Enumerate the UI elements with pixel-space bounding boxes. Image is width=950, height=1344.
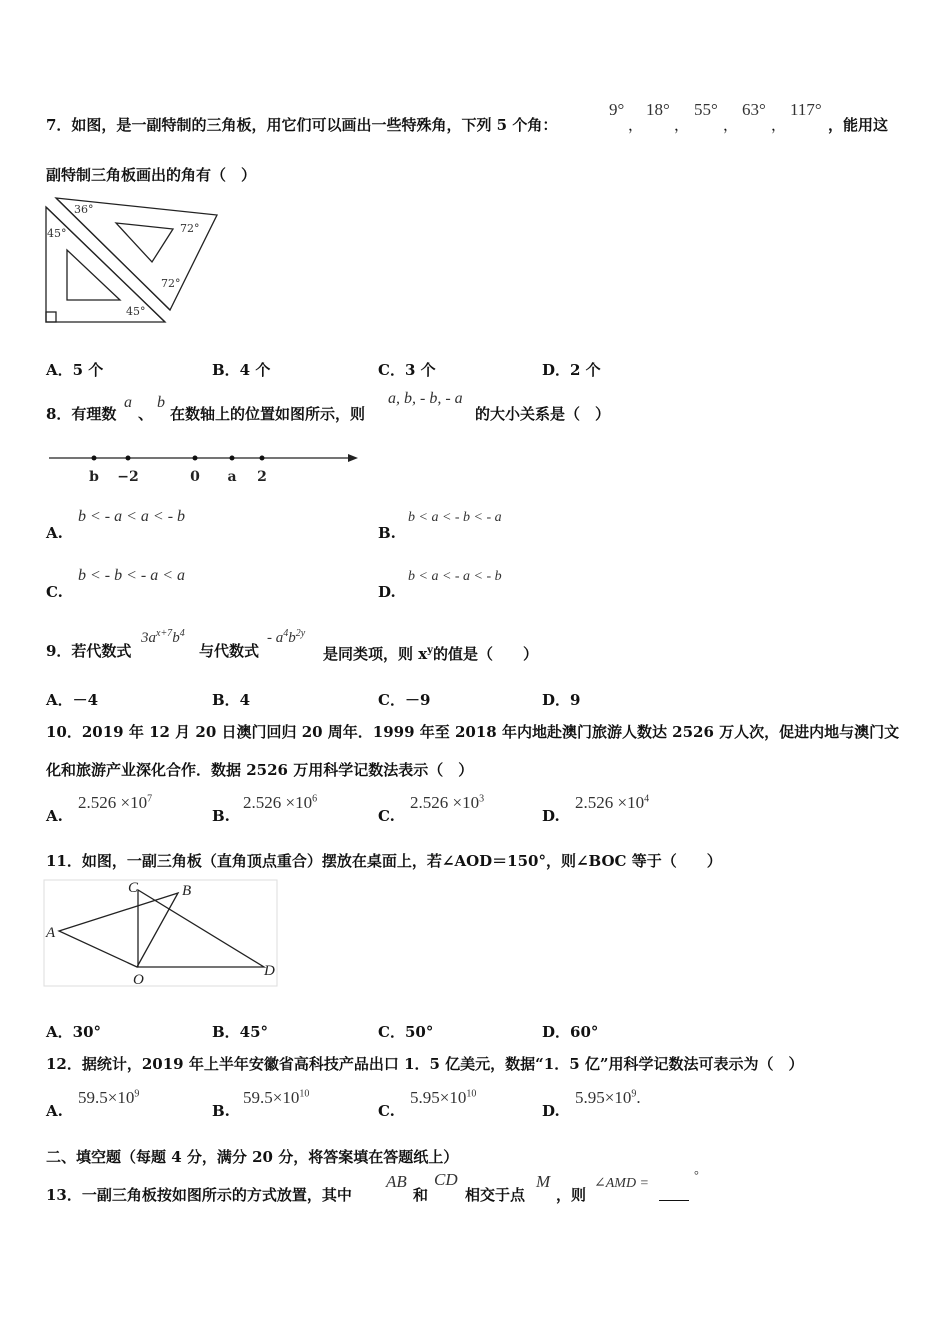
q13-expr: ∠AMD = [594,1176,650,1191]
q8-option-b-expr: b < a < - b < - a [408,510,502,525]
q12-option-c-label[interactable]: C. [378,1102,395,1120]
q8-axis-label: 0 [190,469,200,485]
q8-option-d-label[interactable]: D. [378,583,396,601]
q7-comma: ， [628,116,644,134]
q12-text: 12．据统计，2019 年上半年安徽省高科技产品出口 1．5 亿美元，数据“1．5 亿”用科学记数法可表示为（ ） [46,1055,804,1073]
q7-angle-55: 55° [694,100,718,119]
q7-text-a: 7．如图，是一副特制的三角板，用它们可以画出一些特殊角，下列 5 个角： [46,116,558,134]
q8-sep: 、 [138,405,154,423]
q9-text-c: 是同类项，则 $x^y$的值是（ ） [323,645,538,663]
q8-var-a: a [124,394,132,411]
q12-option-a-label[interactable]: A. [46,1102,63,1120]
q13-m: M [536,1172,551,1191]
q8-option-c-label[interactable]: C. [46,583,63,601]
q7-fig-label: 36° [74,203,94,216]
q13-ab: AB [386,1172,407,1191]
q9-option-a[interactable]: A．－4 [46,691,99,709]
q8-text-c: 的大小关系是（ ） [475,405,611,423]
q11-option-d[interactable]: D．60° [542,1023,599,1041]
q7-angle-63: 63° [742,100,766,119]
q12-option-d-label[interactable]: D. [542,1102,560,1120]
q7-fig-label: 45° [126,305,146,318]
q8-axis-label: 2 [257,469,267,485]
q8-text-b: 在数轴上的位置如图所示，则 [170,405,366,423]
q9-option-b[interactable]: B．4 [212,691,251,709]
q7-angle-9: 9° [609,100,625,119]
q8-var-b: b [157,394,165,411]
q12-option-d-expr: $5.95\times 10^9$. [575,1088,641,1107]
q13-text-c: 相交于点 [465,1186,526,1204]
section2-heading: 二、填空题（每题 4 分，满分 20 分，将答案填在答题纸上） [46,1148,459,1166]
q13-text-b: 和 [413,1186,429,1204]
q12-option-b-expr: $59.5\times 10^{10}$ [243,1088,310,1107]
q8-option-a-expr: b < - a < a < - b [78,508,186,525]
q8-option-c-expr: b < - b < - a < a [78,567,186,584]
q7-angle-117: 117° [790,100,822,119]
q7-fig-label: 72° [180,222,200,235]
q7-option-b[interactable]: B．4 个 [212,361,271,379]
q10-option-c-expr: $2.526 \times 10^3$ [410,793,485,812]
q10-line1: 10．2019 年 12 月 20 日澳门回归 20 周年．1999 年至 2018 年内地赴澳门旅游人数达 2526 万人次，促进内地与澳门文 [46,723,900,741]
q8-number-line [46,448,366,490]
q11-label-a: A [46,925,56,941]
q9-option-d[interactable]: D．9 [542,691,581,709]
q10-line2: 化和旅游产业深化合作．数据 2526 万用科学记数法表示（ ） [46,761,474,779]
q13-text-a: 13．一副三角板按如图所示的方式放置，其中 [46,1186,352,1204]
q13-cd: CD [434,1170,458,1189]
q8-option-d-expr: b < a < - a < - b [408,569,502,584]
q7-text-c: 副特制三角板画出的角有（ ） [46,166,257,184]
q11-option-a[interactable]: A．30° [46,1023,102,1041]
q7-comma: ， [723,116,739,134]
q13-answer-blank[interactable] [659,1186,689,1201]
q10-option-d-expr: $2.526 \times 10^4$ [575,793,650,812]
q11-label-b: B [182,883,192,899]
q7-fig-label: 72° [161,277,181,290]
q7-option-a[interactable]: A．5 个 [46,361,104,379]
q7-triangles-figure [40,195,230,330]
q8-axis-label: a [227,469,237,485]
q12-option-a-expr: $59.5\times 10^9$ [78,1088,140,1107]
q10-option-c-label[interactable]: C. [378,807,395,825]
q13-text-d: ，则 [556,1186,587,1204]
q8-option-b-label[interactable]: B. [378,524,396,542]
q7-angle-18: 18° [646,100,670,119]
q9-text-a: 9．若代数式 [46,642,132,660]
q8-axis-label: b [89,469,99,485]
q12-option-b-label[interactable]: B. [212,1102,230,1120]
q7-fig-label: 45° [47,227,67,240]
q9-expr2: - $a^4b^{2y}$ [267,628,306,646]
q10-option-a-label[interactable]: A. [46,807,63,825]
q12-option-c-expr: $5.95\times 10^{10}$ [410,1088,477,1107]
q9-text-b: 与代数式 [199,642,260,660]
q11-figure [44,880,279,990]
q7-option-d[interactable]: D．2 个 [542,361,601,379]
q9-expr1: $3a^{x+7}b^4$ [141,628,185,646]
q9-option-c[interactable]: C．－9 [378,691,431,709]
q10-option-d-label[interactable]: D. [542,807,560,825]
q8-expr: a, b, - b, - a [388,390,463,407]
q11-label-o: O [133,972,144,988]
q7-comma: ， [771,116,787,134]
q11-label-c: C [128,880,139,896]
q11-option-c[interactable]: C．50° [378,1023,434,1041]
q7-comma: ， [674,116,690,134]
q10-option-b-expr: $2.526 \times 10^6$ [243,793,318,812]
q8-axis-label: −2 [117,469,139,485]
q13-degree: ° [694,1168,699,1182]
q7-text-b: ，能用这 [828,116,889,134]
q10-option-b-label[interactable]: B. [212,807,230,825]
q11-label-d: D [264,963,275,979]
q10-option-a-expr: $2.526 \times 10^7$ [78,793,153,812]
q11-option-b[interactable]: B．45° [212,1023,269,1041]
q11-text: 11．如图，一副三角板（直角顶点重合）摆放在桌面上，若∠AOD＝150°，则∠BOC 等于（ ） [46,852,722,870]
q8-option-a-label[interactable]: A. [46,524,63,542]
q8-text-a: 8．有理数 [46,405,117,423]
q7-option-c[interactable]: C．3 个 [378,361,436,379]
